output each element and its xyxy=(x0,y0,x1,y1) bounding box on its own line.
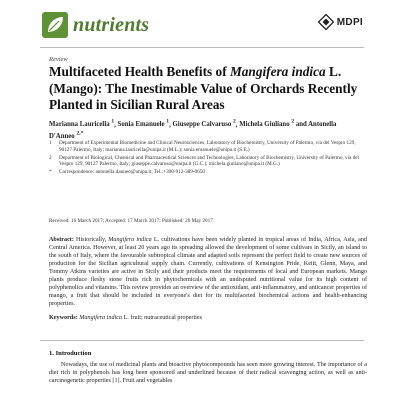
author-list xyxy=(49,118,369,141)
author[interactable] xyxy=(117,119,173,129)
affiliation-marker: 2 xyxy=(49,154,52,161)
correspondence-marker: * xyxy=(49,169,52,176)
affiliations xyxy=(49,140,367,177)
mdpi-logo-icon xyxy=(318,14,334,30)
author-separator: , xyxy=(235,121,240,129)
journal-leaf-icon xyxy=(42,12,68,38)
affiliation-text: Department of Biological, Chemical and Pharmaceutical Sciences and Technologies, Laboratory of Biochemistry, University of Palermo, via del Vespro 129, 90127 Palermo, Italy; giuseppe.calvaruso@unipa.it (G.C.); michela.giuliano@unipa.it (M.G.) xyxy=(59,154,359,168)
correspondence-text: Correspondence: antonella.danneo@unipa.it; Tel.:+390-912-389-0650 xyxy=(59,169,205,176)
author[interactable] xyxy=(49,121,114,128)
title-part-2: L. (Mango): The Inestimable Value of Orchards Recently Planted in Sicilian Rural Areas xyxy=(49,64,358,112)
section-divider xyxy=(40,340,364,341)
affiliation-marker: 1 xyxy=(49,140,52,146)
affiliation-item xyxy=(49,155,367,168)
author-separator: , xyxy=(169,121,173,129)
introduction-heading: 1. Introduction xyxy=(49,350,92,357)
keywords-text: L. fruit; nutraceutical properties xyxy=(122,315,202,321)
abstract-label: Abstract: xyxy=(49,237,74,243)
affiliation-text: Department of Experimental Biomedicine and Clinical Neurosciences, Laboratory of Biochemistry, University of Palermo, via del Vespro 129, 90127 Palermo, Italy; marianna.lauricella@unipa.it (M.L.); sonia.emanuele@unipa.it (S.E.) xyxy=(59,140,356,153)
publisher-name: MDPI xyxy=(336,16,363,28)
author-name: Michela Giuliano xyxy=(239,121,290,129)
author-name: Marianna Lauricella xyxy=(49,121,110,129)
abstract-species: Mangifera indica xyxy=(108,237,152,243)
publication-dates: Received: 16 March 2017; Accepted: 17 March 2017; Published: 20 May 2017 xyxy=(49,218,213,224)
author[interactable] xyxy=(173,121,236,128)
article-title xyxy=(49,64,369,114)
author-affil-marker: 2 xyxy=(291,119,295,125)
author[interactable] xyxy=(239,121,294,128)
author-name: Sonia Emanuele xyxy=(117,121,165,129)
title-species: Mangifera indica xyxy=(229,64,326,79)
author-name: Giuseppe Calvaruso xyxy=(172,121,232,129)
header-divider xyxy=(40,47,364,48)
title-part-1: Multifaceted Health Benefits of xyxy=(49,64,230,79)
keywords xyxy=(49,314,367,322)
author-affil-marker: 2 xyxy=(232,119,236,125)
correspondence-item xyxy=(49,169,367,176)
introduction-text: Nowadays, the use of medicinal plants and bioactive phytocompounds has seen more growing interest. The importance of a diet rich in polyphenols has long been sponsored and underlined because of their radical scavenging action, as well as anti-carcinogenetic properties [1]. Fruit and vegetables xyxy=(49,362,367,385)
author-affil-marker: 1 xyxy=(166,119,170,125)
article-type: Review xyxy=(49,56,68,63)
affiliation-item xyxy=(49,140,367,153)
abstract xyxy=(49,236,367,308)
journal-logo[interactable] xyxy=(42,12,149,38)
keywords-label: Keywords: xyxy=(49,315,78,321)
author-affil-marker: 2,* xyxy=(76,130,84,137)
author-separator: , xyxy=(114,121,118,129)
keyword-species: Mangifera indica xyxy=(79,315,123,321)
abstract-text-1: Historically, xyxy=(73,237,109,243)
abstract-text-2: L. cultivations have been widely planted in tropical areas of India, Africa, Asia, and Central America. However, at least 20 years ago its spreading allowed the development of some cultivars in Sicily, an island to the south of Italy, where the favourable subtropical climate and adapted soils represent the perfect field to create new sources of production for the Sicilian agricultural supply chain. Currently, cultivations of Kensington Pride, Keitt, Glenn, Maya, and Tommy Atkins varieties are active in Sicily and their products meet the requirements of local and European markets. Mango plants produce fleshy stone fruits rich in phytochemicals with an undisputed nutritional value for its high content of polyphenolics and vitamins. This review provides an overview of the antioxidant, anti-inflammatory, and anticancer properties of mango, a fruit that should be included in everyone's diet for its multifaceted biochemical actions and health-enhancing properties. xyxy=(49,237,367,308)
author-name: and Antonella D'Anneo xyxy=(49,121,337,140)
publisher-logo[interactable] xyxy=(318,14,363,30)
author-affil-marker: 1 xyxy=(111,119,115,125)
journal-name: nutrients xyxy=(73,13,150,36)
